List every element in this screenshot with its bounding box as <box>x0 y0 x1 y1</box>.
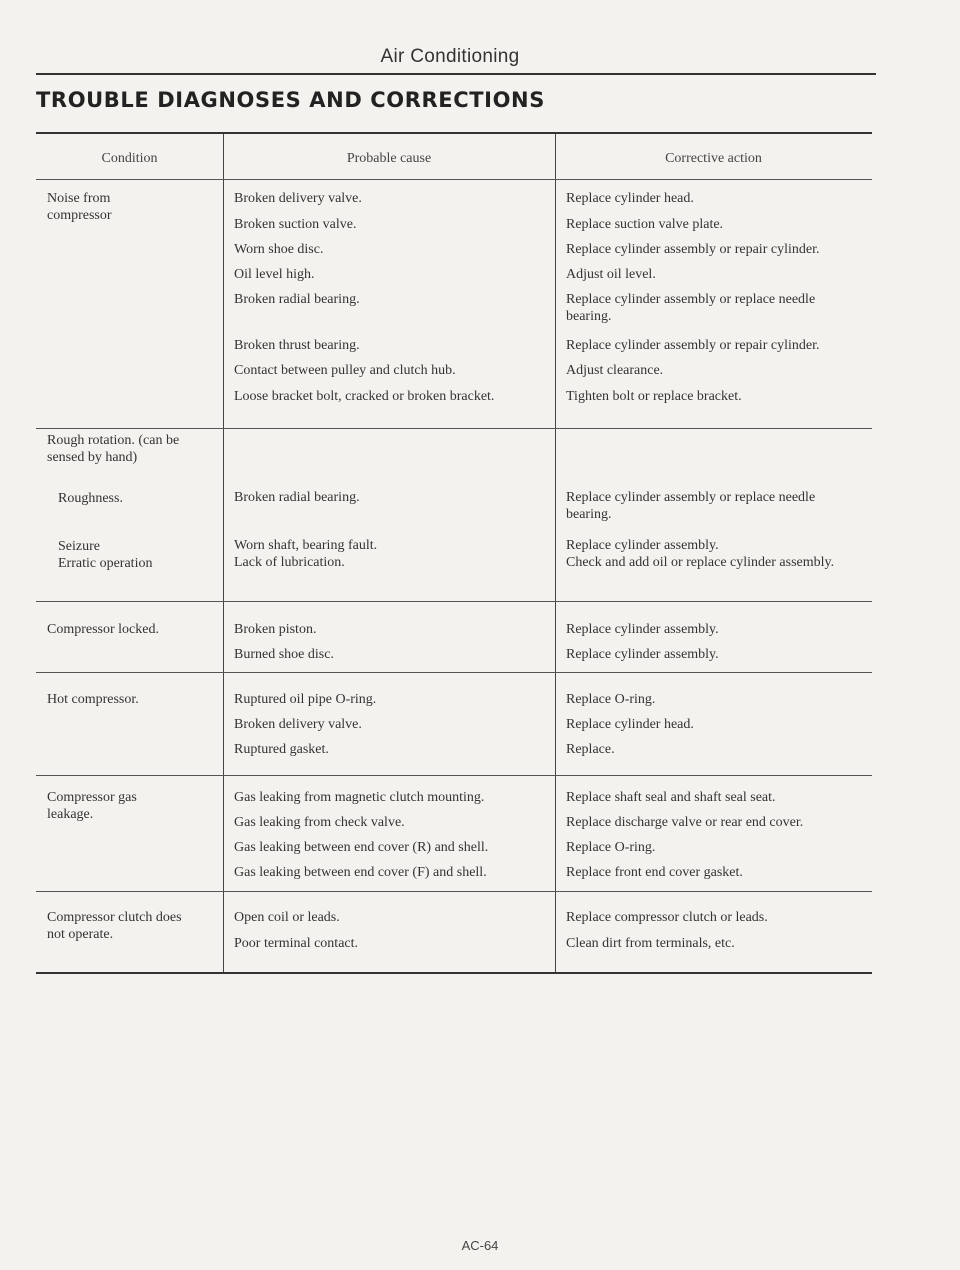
action-cell: Replace cylinder assembly. <box>566 622 719 637</box>
cause-cell: Broken radial bearing. <box>234 292 360 307</box>
column-header-probable-cause: Probable cause <box>346 151 432 166</box>
action-cell: Clean dirt from terminals, etc. <box>566 936 735 951</box>
page-heading: TROUBLE DIAGNOSES AND CORRECTIONS <box>36 88 545 112</box>
cause-cell: Oil level high. <box>234 267 315 282</box>
column-divider <box>555 134 556 972</box>
page-number: AC-64 <box>461 1238 499 1253</box>
action-cell: Replace compressor clutch or leads. <box>566 910 768 925</box>
cause-cell: Poor terminal contact. <box>234 936 359 951</box>
condition-cell: Compressor locked. <box>47 622 159 637</box>
cause-cell: Gas leaking between end cover (F) and shell. <box>234 865 487 880</box>
action-cell: Replace cylinder assembly. <box>566 647 719 662</box>
cause-cell: Gas leaking from magnetic clutch mounting. <box>234 790 485 805</box>
action-cell: Replace cylinder assembly or replace needle bearing. <box>566 292 816 324</box>
cause-cell: Broken piston. <box>234 622 317 637</box>
condition-cell: Compressor gas leakage. <box>47 790 137 822</box>
action-cell: Replace cylinder assembly or repair cylinder. <box>566 338 820 353</box>
cause-cell: Ruptured gasket. <box>234 742 329 757</box>
cause-cell: Open coil or leads. <box>234 910 340 925</box>
action-cell: Replace O-ring. <box>566 840 656 855</box>
condition-cell: Noise from compressor <box>47 191 112 223</box>
row-divider <box>36 775 872 776</box>
action-cell: Adjust oil level. <box>566 267 656 282</box>
action-cell: Replace cylinder head. <box>566 191 694 206</box>
condition-cell: Erratic operation <box>58 556 153 571</box>
action-cell: Replace O-ring. <box>566 692 656 707</box>
cause-cell: Gas leaking from check valve. <box>234 815 405 830</box>
header-divider <box>36 179 872 180</box>
action-cell: Replace discharge valve or rear end cover. <box>566 815 804 830</box>
action-cell: Replace shaft seal and shaft seal seat. <box>566 790 776 805</box>
action-cell: Tighten bolt or replace bracket. <box>566 389 742 404</box>
cause-cell: Broken delivery valve. <box>234 191 362 206</box>
row-divider <box>36 428 872 429</box>
cause-cell: Broken delivery valve. <box>234 717 362 732</box>
cause-cell: Gas leaking between end cover (R) and shell. <box>234 840 489 855</box>
condition-cell: Hot compressor. <box>47 692 139 707</box>
cause-cell: Broken thrust bearing. <box>234 338 360 353</box>
action-cell: Check and add oil or replace cylinder assembly. <box>566 555 835 570</box>
diagnosis-table <box>36 132 872 974</box>
action-cell: Replace cylinder assembly or repair cylinder. <box>566 242 820 257</box>
cause-cell: Broken suction valve. <box>234 217 357 232</box>
column-divider <box>223 134 224 972</box>
cause-cell: Loose bracket bolt, cracked or broken bracket. <box>234 389 495 404</box>
column-header-corrective-action: Corrective action <box>665 151 762 166</box>
cause-cell: Lack of lubrication. <box>234 555 345 570</box>
action-cell: Replace cylinder assembly. <box>566 538 719 553</box>
row-divider <box>36 601 872 602</box>
action-cell: Replace cylinder assembly or replace needle bearing. <box>566 490 816 522</box>
action-cell: Replace. <box>566 742 615 757</box>
title-rule <box>36 73 876 75</box>
condition-cell: Rough rotation. (can be sensed by hand) <box>47 433 180 465</box>
cause-cell: Ruptured oil pipe O-ring. <box>234 692 377 707</box>
condition-cell: Roughness. <box>58 491 123 506</box>
cause-cell: Burned shoe disc. <box>234 647 334 662</box>
action-cell: Replace suction valve plate. <box>566 217 724 232</box>
condition-cell: Seizure <box>58 539 100 554</box>
cause-cell: Contact between pulley and clutch hub. <box>234 363 456 378</box>
cause-cell: Worn shaft, bearing fault. <box>234 538 378 553</box>
row-divider <box>36 672 872 673</box>
row-divider <box>36 891 872 892</box>
column-header-condition: Condition <box>101 151 158 166</box>
cause-cell: Broken radial bearing. <box>234 490 360 505</box>
action-cell: Replace cylinder head. <box>566 717 694 732</box>
action-cell: Adjust clearance. <box>566 363 664 378</box>
condition-cell: Compressor clutch does not operate. <box>47 910 182 942</box>
section-title: Air Conditioning <box>380 46 520 67</box>
cause-cell: Worn shoe disc. <box>234 242 324 257</box>
action-cell: Replace front end cover gasket. <box>566 865 743 880</box>
